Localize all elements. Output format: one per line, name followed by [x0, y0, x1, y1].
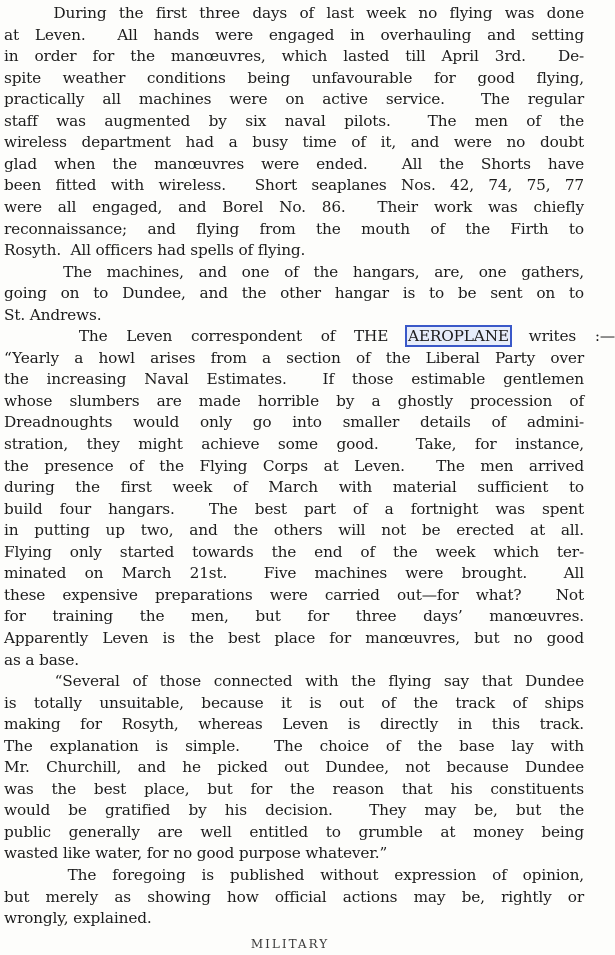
- text-line: wrongly, explained.: [4, 909, 152, 928]
- text-line: would be gratified by his decision. They may be, but the: [4, 801, 584, 820]
- text-line: During the first three days of last week no flying was done: [4, 4, 584, 22]
- text-line: Mr. Churchill, and he picked out Dundee, not because Dundee: [4, 758, 584, 777]
- text-line: minated on March 21st. Five machines were brought. All: [4, 564, 584, 583]
- text-line: was the best place, but for the reason that his constituents: [4, 779, 584, 798]
- text-line: in putting up two, and the others will not be erected at all.: [4, 521, 584, 540]
- text-line: The explanation is simple. The choice of the base lay with: [4, 736, 584, 755]
- text-line: at Leven. All hands were engaged in overhauling and setting: [4, 25, 584, 44]
- text-line: making for Rosyth, whereas Leven is directly in this track.: [4, 715, 584, 734]
- text-line: build four hangars. The best part of a fortnight was spent: [4, 499, 584, 518]
- text-line: wasted like water, for no good purpose whatever.”: [4, 844, 388, 863]
- text-line: for training the men, but for three days’ manœuvres.: [4, 607, 584, 626]
- highlighted-publication-name[interactable]: AEROPLANE: [407, 327, 509, 346]
- line-text: writes :—: [509, 327, 615, 346]
- line-text: The Leven correspondent of THE: [4, 327, 407, 346]
- text-line: St. Andrews.: [4, 305, 102, 324]
- text-line: been fitted with wireless. Short seaplanes Nos. 42, 74, 75, 77: [4, 176, 584, 195]
- text-line: going on to Dundee, and the other hangar is to be sent on to: [4, 284, 584, 303]
- text-line: as a base.: [4, 650, 79, 669]
- text-line: Dreadnoughts would only go into smaller details of admini-: [4, 413, 584, 432]
- text-line: spite weather conditions being unfavourable for good flying,: [4, 68, 584, 87]
- text-line: wireless department had a busy time of it, and were no doubt: [4, 133, 584, 152]
- text-line: Flying only started towards the end of the week which ter-: [4, 542, 584, 561]
- text-line: in order for the manœuvres, which lasted till April 3rd. De-: [4, 47, 584, 66]
- text-line: is totally unsuitable, because it is out of the track of ships: [4, 693, 584, 712]
- text-line: “Yearly a howl arises from a section of the Liberal Party over: [4, 348, 584, 367]
- text-line: [4, 325, 615, 347]
- text-line: the increasing Naval Estimates. If those estimable gentlemen: [4, 370, 584, 389]
- text-line: but merely as showing how official actions may be, rightly or: [4, 887, 584, 906]
- text-line: reconnaissance; and flying from the mouth of the Firth to: [4, 219, 584, 238]
- text-line: practically all machines were on active service. The regular: [4, 90, 584, 109]
- text-line: glad when the manœuvres were ended. All the Shorts have: [4, 154, 584, 173]
- text-line: “Several of those connected with the flying say that Dundee: [4, 672, 584, 691]
- text-line: stration, they might achieve some good. Take, for instance,: [4, 435, 584, 453]
- text-line: the presence of the Flying Corps at Leven. The men arrived: [4, 456, 584, 475]
- text-line: Apparently Leven is the best place for manœuvres, but no good: [4, 628, 584, 647]
- text-line: The machines, and one of the hangars, are, one gathers,: [4, 262, 584, 281]
- text-line: The foregoing is published without expression of opinion,: [4, 866, 584, 884]
- text-line: these expensive preparations were carried out—for what? Not: [4, 585, 584, 604]
- next-section-heading-cutoff: MILITARY: [250, 937, 330, 951]
- text-line: during the first week of March with material sufficient to: [4, 478, 584, 497]
- text-line: public generally are well entitled to grumble at money being: [4, 822, 584, 841]
- text-line: staff was augmented by six naval pilots. The men of the: [4, 111, 584, 130]
- text-line: Rosyth. All officers had spells of flying.: [4, 241, 306, 260]
- text-line: whose slumbers are made horrible by a ghostly procession of: [4, 391, 584, 410]
- text-line: were all engaged, and Borel No. 86. Their work was chiefly: [4, 197, 584, 216]
